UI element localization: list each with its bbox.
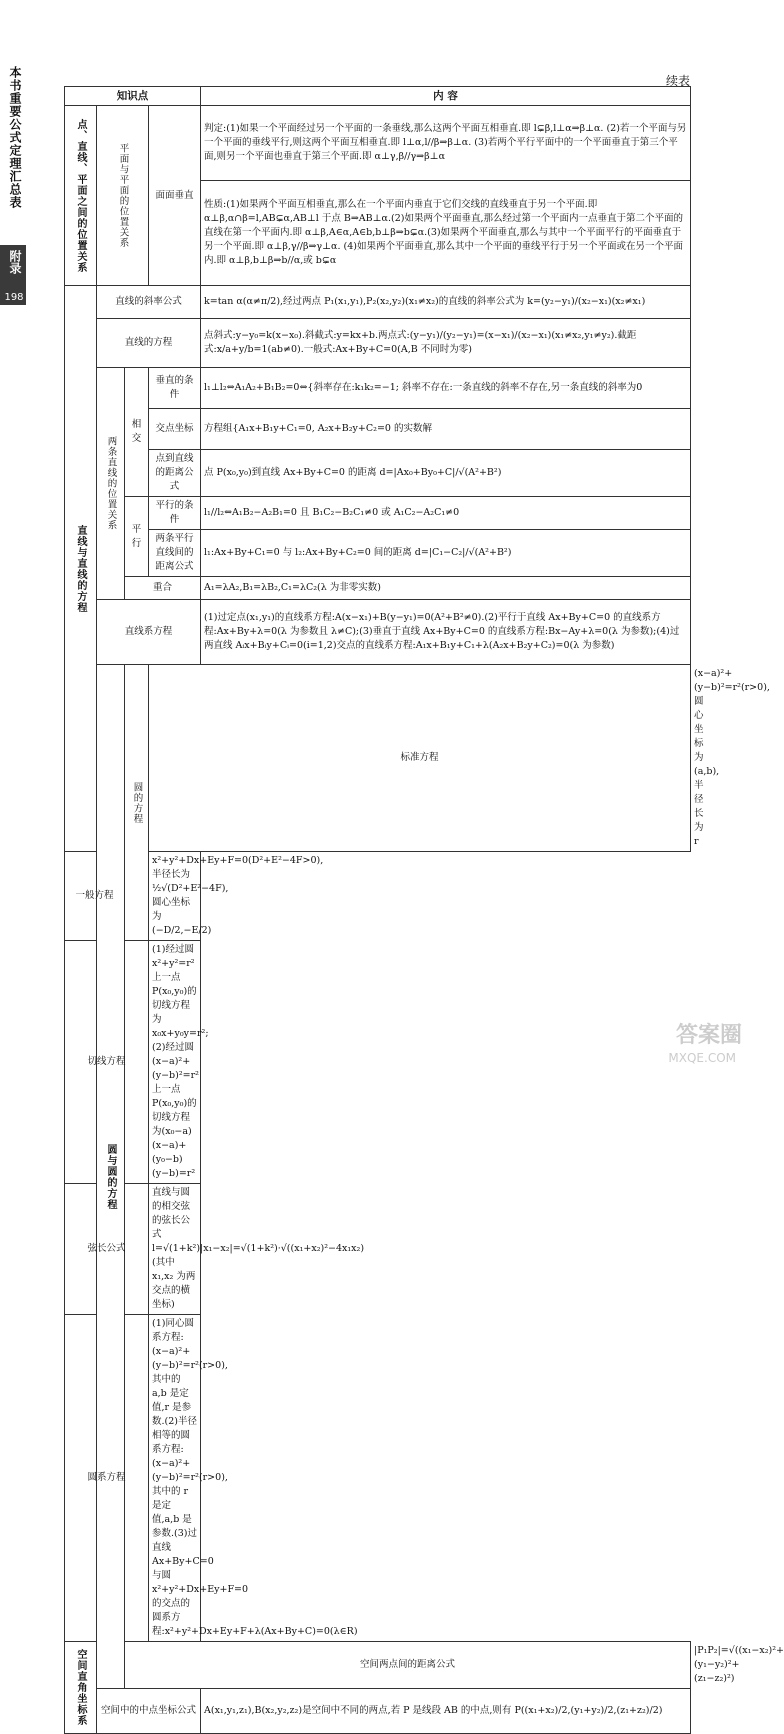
row-label: 点到直线的距离公式	[149, 450, 201, 497]
content-cell: (1)经过圆 x²+y²=r² 上一点 P(x₀,y₀)的切线方程为 x₀x+y₀y=r²;(2)经过圆(x−a)²+(y−b)²=r² 上一点 P(x₀,y₀)的切线方程为(x₀−a)(x−a)+(y₀−b)(y−b)=r²	[149, 941, 201, 1184]
row-label: 弦长公式	[65, 1184, 149, 1315]
table-row	[65, 106, 691, 181]
col-knowledge: 知识点	[65, 87, 201, 106]
subcategory-label: 两条直线的位置关系	[105, 436, 117, 531]
subcategory-label: 平面与平面的位置关系	[117, 143, 129, 248]
table-row	[65, 319, 691, 368]
row-label: 空间中的中点坐标公式	[97, 1689, 201, 1734]
table-row	[65, 286, 691, 319]
table-row	[65, 497, 691, 530]
category-label: 空间直角坐标系	[75, 1649, 86, 1726]
category-label: 直线与直线的方程	[75, 524, 86, 613]
content-cell: l₁//l₂⇔A₁B₂−A₂B₁=0 且 B₁C₂−B₂C₁≠0 或 A₁C₂−A₂C₁≠0	[201, 497, 691, 530]
row-label: 平行的条件	[149, 497, 201, 530]
row-label: 平行	[125, 497, 149, 577]
table-row	[65, 1689, 691, 1734]
table-row	[65, 600, 691, 665]
content-cell: 性质:(1)如果两个平面互相垂直,那么在一个平面内垂直于它们交线的直线垂直于另一个平面.即 α⊥β,α∩β=l,AB⊊α,AB⊥l 于点 B⇒AB⊥α.(2)如果两个平面垂直,那么经过第一个平面内一点垂直于第二个平面的直线在第一个平面内.即 α⊥β,A∈α,A∈b,b⊥β⇒b⊊α.(3)如果两个平面垂直,那么与其中一个平面平行的平面垂直于另一个平面.即 α⊥β,γ//β⇒γ⊥α. (4)如果两个平面垂直,那么其中一个平面的垂线平行于另一个平面或在另一个平面内.即 α⊥β,b⊥β⇒b//α,或 b⊊α	[201, 181, 691, 286]
content-cell: A₁=λA₂,B₁=λB₂,C₁=λC₂(λ 为非零实数)	[201, 577, 691, 600]
row-label: 空间两点间的距离公式	[125, 1642, 691, 1689]
row-label: 交点坐标	[149, 409, 201, 450]
table-row: 空间直角坐标系 空间两点间的距离公式 |P₁P₂|=√((x₁−x₂)²+(y₁−y₂)²+(z₁−z₂)²)	[65, 1642, 691, 1689]
sidebar	[0, 0, 26, 1067]
content-cell: k=tan α(α≠π/2),经过两点 P₁(x₁,y₁),P₂(x₂,y₂)(x₁≠x₂)的直线的斜率公式为 k=(y₂−y₁)/(x₂−x₁)(x₂≠x₁)	[201, 286, 691, 319]
category-cell	[65, 286, 97, 852]
table-row	[65, 577, 691, 600]
category-label: 点、直线、平面之间的位置关系	[75, 118, 86, 273]
row-label: 直线系方程	[97, 600, 201, 665]
row-label: 标准方程	[149, 665, 691, 852]
row-label: 重合	[125, 577, 201, 600]
content-cell: x²+y²+Dx+Ey+F=0(D²+E²−4F>0),半径长为 ½√(D²+E²−4F),圆心坐标为(−D/2,−E/2)	[149, 852, 201, 941]
table-row: 圆与圆的方程 圆的方程 标准方程 (x−a)²+(y−b)²=r²(r>0),圆心坐标为(a,b),半径长为 r	[65, 665, 691, 852]
content-cell: (1)同心圆系方程:(x−a)²+(y−b)²=r²(r>0),其中的 a,b 是定值,r 是参数.(2)半径相等的圆系方程:(x−a)²+(y−b)²=r²(r>0),其中的 r 是定值,a,b 是参数.(3)过直线 Ax+By+C=0 与圆 x²+y²+Dx+Ey+F=0 的交点的圆系方程:x²+y²+Dx+Ey+F+λ(Ax+By+C)=0(λ∈R)	[149, 1315, 201, 1642]
category-cell	[65, 106, 97, 286]
row-label: 直线的斜率公式	[97, 286, 201, 319]
content-cell: 方程组{A₁x+B₁y+C₁=0, A₂x+B₂y+C₂=0 的实数解	[201, 409, 691, 450]
appendix-label: 附录	[8, 250, 22, 274]
content-cell: 点 P(x₀,y₀)到直线 Ax+By+C=0 的距离 d=|Ax₀+By₀+C|/√(A²+B²)	[201, 450, 691, 497]
table-row	[65, 409, 691, 450]
table-row	[65, 852, 691, 941]
page-number: 198	[4, 292, 24, 303]
table-row	[65, 450, 691, 497]
watermark-url: MXQE.COM	[668, 1051, 736, 1065]
table-row	[65, 941, 691, 1184]
watermark-logo: 答案圈	[675, 1023, 742, 1048]
subcategory-cell	[97, 368, 125, 600]
table-header	[65, 87, 691, 106]
col-content: 内 容	[201, 87, 691, 106]
book-title: 本书重要公式定理汇总表	[8, 66, 22, 209]
category-label: 圆与圆的方程	[105, 1143, 116, 1210]
table-row	[65, 1184, 691, 1315]
content-cell: l₁⊥l₂⇔A₁A₂+B₁B₂=0⇔{斜率存在:k₁k₂=−1; 斜率不存在:一条直线的斜率不存在,另一条直线的斜率为0	[201, 368, 691, 409]
category-cell	[65, 1642, 97, 1734]
content-cell: A(x₁,y₁,z₁),B(x₂,y₂,z₂)是空间中不同的两点,若 P 是线段 AB 的中点,则有 P((x₁+x₂)/2,(y₁+y₂)/2,(z₁+z₂)/2)	[201, 1689, 691, 1734]
subcategory-cell	[125, 665, 149, 941]
row-label: 相交	[125, 368, 149, 497]
content-cell: l₁:Ax+By+C₁=0 与 l₂:Ax+By+C₂=0 间的距离 d=|C₁−C₂|/√(A²+B²)	[201, 530, 691, 577]
continued-label: 续表	[665, 74, 690, 88]
content-cell: 点斜式:y−y₀=k(x−x₀).斜截式:y=kx+b.两点式:(y−y₁)/(y₂−y₁)=(x−x₁)/(x₂−x₁)(x₁≠x₂,y₁≠y₂).截距式:x/a+y/b=1(ab≠0).一般式:Ax+By+C=0(A,B 不同时为零)	[201, 319, 691, 368]
content-cell: (1)过定点(x₁,y₁)的直线系方程:A(x−x₁)+B(y−y₁)=0(A²+B²≠0).(2)平行于直线 Ax+By+C=0 的直线系方程:Ax+By+λ=0(λ 为参数且 λ≠C);(3)垂直于直线 Ax+By+C=0 的直线系方程:Bx−Ay+λ=0(λ 为参数);(4)过两直线 Aᵢx+Bᵢy+Cᵢ=0(i=1,2)交点的直线系方程:A₁x+B₁y+C₁+λ(A₂x+B₂y+C₂)=0(λ 为参数)	[201, 600, 691, 665]
content-cell: 直线与圆的相交弦的弦长公式 l=√(1+k²)|x₁−x₂|=√(1+k²)·√((x₁+x₂)²−4x₁x₂)(其中 x₁,x₂ 为两交点的横坐标)	[149, 1184, 201, 1315]
row-label: 切线方程	[65, 941, 149, 1184]
row-label: 两条平行直线间的距离公式	[149, 530, 201, 577]
content-cell: 判定:(1)如果一个平面经过另一个平面的一条垂线,那么这两个平面互相垂直.即 l⊊β,l⊥α⇒β⊥α. (2)若一个平面与另一个平面的垂线平行,则这两个平面互相垂直.即 l⊥α,l//β⇒β⊥α. (3)若两个平行平面中的一个平面垂直于第三个平面,则另一个平面也垂直于第三个平面.即 α⊥γ,β//γ⇒β⊥α	[201, 106, 691, 181]
row-label: 垂直的条件	[149, 368, 201, 409]
table-row	[65, 530, 691, 577]
table-row	[65, 1315, 691, 1642]
row-label: 圆系方程	[65, 1315, 149, 1642]
table-row	[65, 368, 691, 409]
subcategory-label: 圆的方程	[131, 781, 143, 824]
topic-label: 面面垂直	[149, 106, 201, 286]
row-label: 直线的方程	[97, 319, 201, 368]
subcategory-cell	[97, 106, 149, 286]
row-label: 一般方程	[65, 852, 125, 941]
